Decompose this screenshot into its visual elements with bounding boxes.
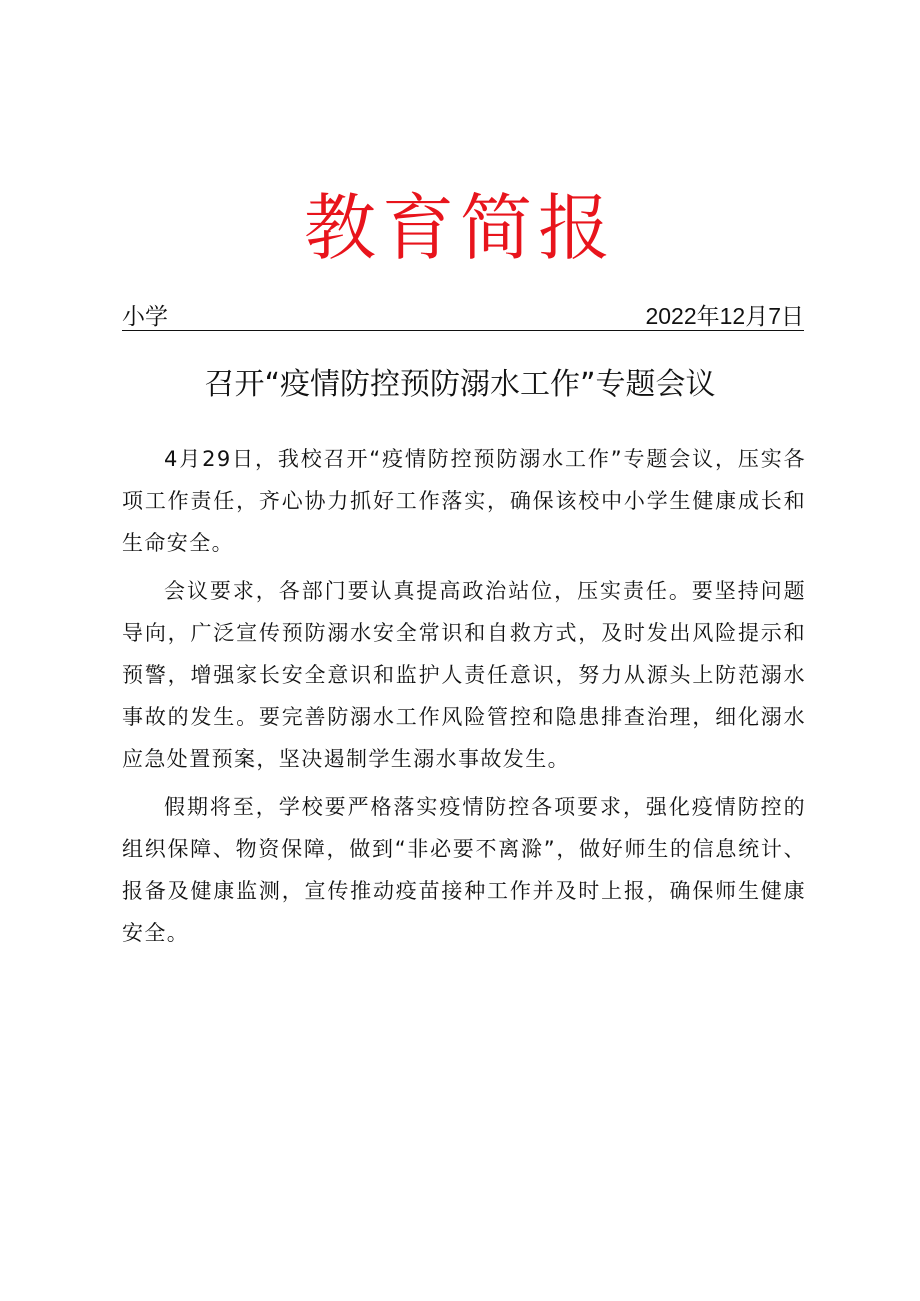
paragraph-1: 4月29日，我校召开“疫情防控预防溺水工作”专题会议，压实各项工作责任，齐心协力抓好工作落实，确保该校中小学生健康成长和生命安全。 (122, 447, 806, 555)
info-row (122, 302, 804, 331)
article-title: 召开“疫情防控预防溺水工作”专题会议 (204, 367, 716, 402)
school-name: 小学 (122, 303, 168, 329)
article-body (122, 438, 806, 960)
masthead-title: 教育简报 (303, 186, 616, 270)
paragraph-3: 假期将至，学校要严格落实疫情防控各项要求，强化疫情防控的组织保障、物资保障，做到“非必要不离滁”，做好师生的信息统计、报备及健康监测，宣传推动疫苗接种工作并及时上报，确保师生健康安全。 (122, 795, 806, 945)
paragraph-2: 会议要求，各部门要认真提高政治站位，压实责任。要坚持问题导向，广泛宣传预防溺水安全常识和自救方式，及时发出风险提示和预警，增强家长安全意识和监护人责任意识，努力从源头上防范溺水事故的发生。要完善防溺水工作风险管控和隐患排查治理，细化溺水应急处置预案，坚决遏制学生溺水事故发生。 (122, 579, 806, 771)
issue-date: 2022年12月7日 (645, 303, 804, 329)
